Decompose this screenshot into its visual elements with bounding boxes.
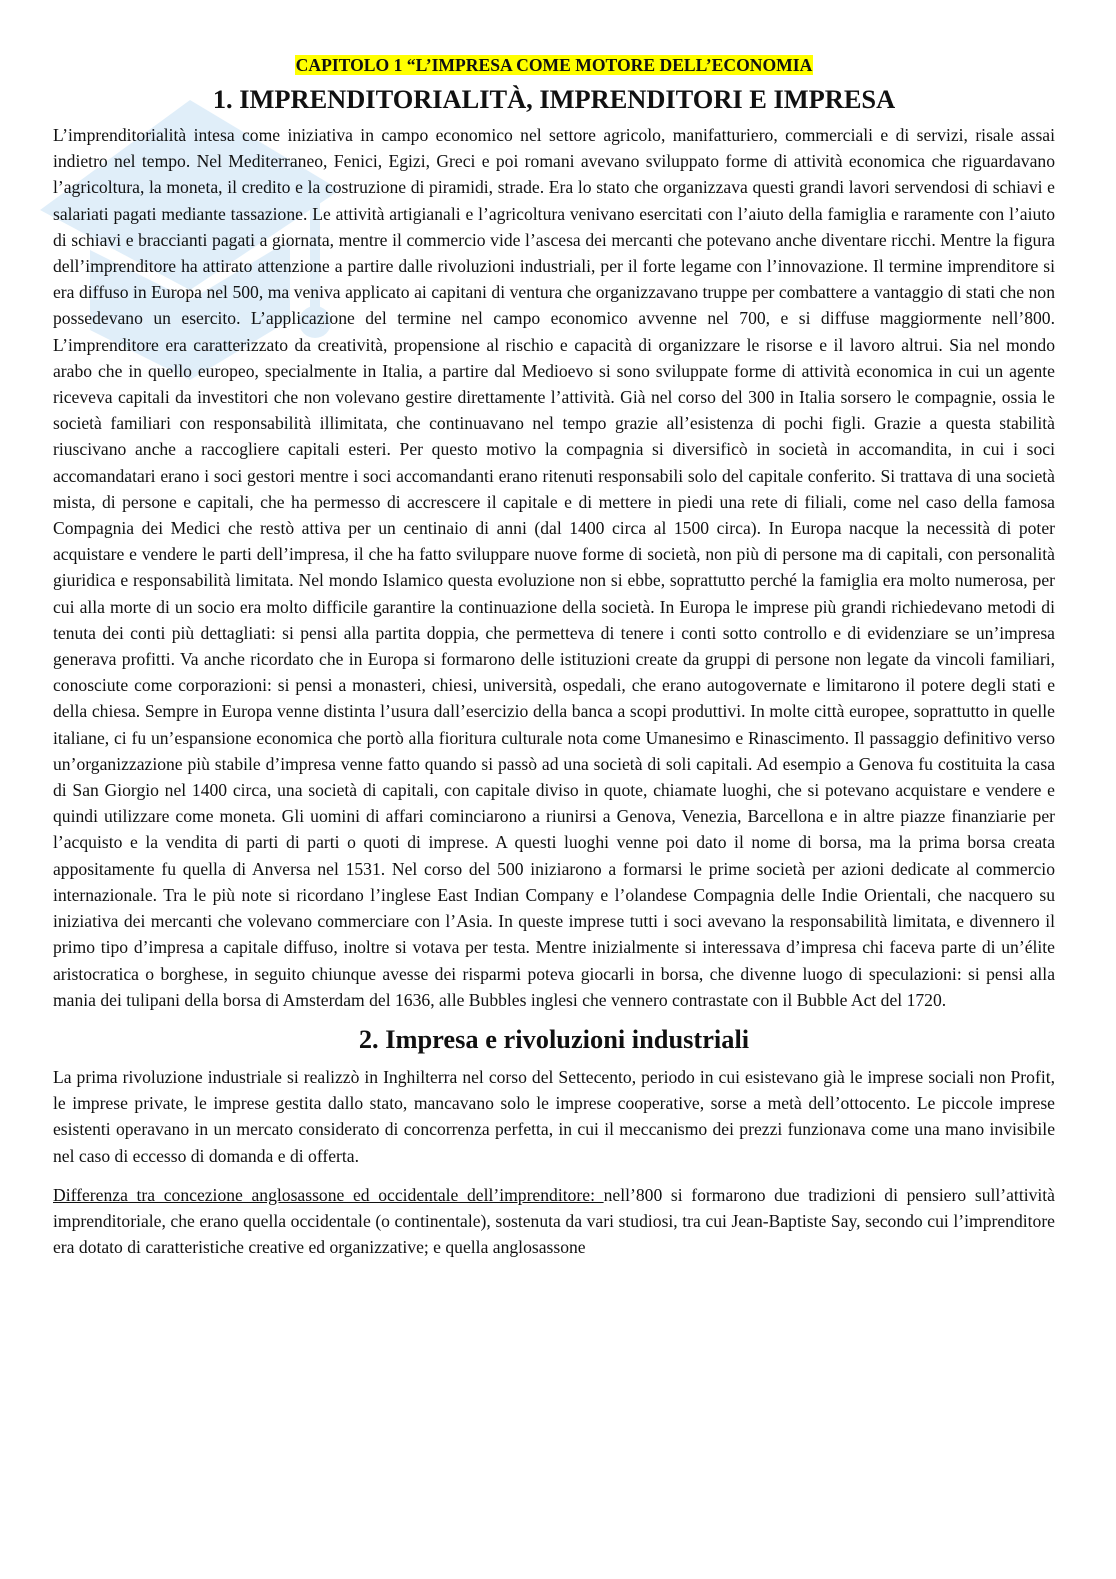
section-1-title: 1. IMPRENDITORIALITÀ, IMPRENDITORI E IMPRESA xyxy=(212,84,896,114)
section-1-paragraph: L’imprenditorialità intesa come iniziativa in campo economico nel settore agricolo, manifatturiero, commerciali e di servizi, risale assai indietro nel tempo. Nel Mediterraneo, Fenici, Egizi, Greci e poi romani avevano sviluppato forme di attività economica che riguardavano l’agricoltura, la moneta, il credito e la costruzione di piramidi, strade. Era lo stato che organizzava questi grandi lavori servendosi di schiavi e salariati pagati mediante tassazione. Le attività artigianali e l’agricoltura venivano esercitati con l’aiuto della famiglia e raramente con l’aiuto di schiavi e braccianti pagati a giornata, mentre il commercio vide l’ascesa dei mercanti che potevano anche diventare ricchi. Mentre la figura dell’imprenditore ha attirato attenzione a partire dalle rivoluzioni industriali, per il forte legame con l’innovazione. Il termine imprenditore si era diffuso in Europa nel 500, ma veniva applicato ai capitani di ventura che organizzavano truppe per combattere a vantaggio di stati che non possedevano un esercito. L’applicazione del termine nel campo economico avvenne nel 700, e si diffuse maggiormente nell’800. L’imprenditore era caratterizzato da creatività, propensione al rischio e capacità di organizzare le risorse e il lavoro altrui. Sia nel mondo arabo che in quello europeo, specialmente in Italia, a partire dal Medioevo si sono sviluppate forme di attività economica in cui un agente riceveva capitali da investitori che non volevano gestire direttamente l’attività. Già nel corso del 300 in Italia sorsero le compagnie, ossia le società familiari con responsabilità illimitata, che continuavano nel tempo grazie all’esistenza di pochi figli. Grazie a questa stabilità riuscivano anche a raccogliere capitali esteri. Per questo motivo la compagnia si diversificò in società in accomandita, in cui i soci accomandatari erano i soci gestori mentre i soci accomandanti erano ritenuti responsabili solo del capitale conferito. Si trattava di una società mista, di persone e capitali, che ha permesso di accrescere il capitale e di mettere in piedi una rete di filiali, come nel caso della famosa Compagnia dei Medici che restò attiva per un centinaio di anni (dal 1400 circa al 1500 circa). In Europa nacque la necessità di poter acquistare e vendere le parti dell’impresa, il che ha fatto sviluppare nuove forme di società, non più di persone ma di capitali, con personalità giuridica e responsabilità limitata. Nel mondo Islamico questa evoluzione non si ebbe, soprattutto perché la famiglia era molto numerosa, per cui alla morte di un socio era molto difficile garantire la continuazione della società. In Europa le imprese più grandi richiedevano metodi di tenuta dei conti più dettagliati: si pensi alla partita doppia, che permetteva di tenere i conti sotto controllo e di evidenziare se un’impresa generava profitti. Va anche ricordato che in Europa si formarono delle istituzioni create da gruppi di persone non legate da vincoli familiari, conosciute come corporazioni: si pensi a monasteri, chiesi, università, ospedali, che erano autogovernate e limitarono il potere degli stati e della chiesa. Sempre in Europa venne distinta l’usura dall’esercizio della banca a scopi produttivi. In molte città europee, soprattutto in quelle italiane, ci fu un’espansione economica che portò alla fioritura culturale nota come Umanesimo e Rinascimento. Il passaggio definitivo verso un’organizzazione più stabile d’impresa venne fatto quando si passò ad una società di soli capitali. Ad esempio a Genova fu costituita la casa di San Giorgio nel 1400 circa, una società di capitali, con capitale diviso in quote, chiamate luoghi, che si potevano acquistare e vendere e quindi utilizzare come moneta. Gli uomini di affari cominciarono a riunirsi a Genova, Venezia, Barcellona e in altre piazze finanziarie per l’acquisto e la vendita di parti di parti o quoti di imprese. A questi luoghi venne poi dato il nome di borsa, ma la prima borsa creata appositamente fu quella di Anversa nel 1531. Nel corso del 500 iniziarono a formarsi le prime società per azioni dedicate al commercio internazionale. Tra le più note si ricordano l’inglese East Indian Company e l’olandese Compagnia delle Indie Orientali, che nacquero su iniziativa dei mercanti che volevano commerciare con l’Asia. In queste imprese tutti i soci avevano la responsabilità limitata, e divennero il primo tipo d’impresa a capitale diffuso, inoltre si votava per testa. Mentre inizialmente si interessava d’impresa chi faceva parte di un’élite aristocratica o borghese, in seguito chiunque avesse dei risparmi poteva giocarli in borsa, che divenne luogo di speculazioni: si pensi alla mania dei tulipani della borsa di Amsterdam del 1636, alle Bubbles inglesi che vennero contrastate con il Bubble Act del 1720. xyxy=(53,125,1055,1010)
chapter-title-text: CAPITOLO 1 “L’IMPRESA COME MOTORE DELL’ECONOMIA xyxy=(295,55,813,75)
document-content xyxy=(53,52,1055,1260)
section-3-paragraph xyxy=(53,1182,1055,1261)
section-2-title: 2. Impresa e rivoluzioni industriali xyxy=(358,1023,750,1054)
section-3-paragraph-text: nell’800 si formarono due tradizioni di pensiero sull’attività imprenditoriale, che erano quella occidentale (o continentale), sostenuta da vari studiosi, tra cui Jean-Baptiste Say, secondo cui l’imprenditore era dotato di caratteristiche creative ed organizzative; e quella anglosassone xyxy=(53,1184,1055,1258)
section-2-paragraph: La prima rivoluzione industriale si realizzò in Inghilterra nel corso del Settecento, periodo in cui esistevano già le imprese sociali non Profit, le imprese private, le imprese gestita dallo stato, mancavano solo le imprese cooperative, sorse a metà dell’ottocento. Le piccole imprese esistenti operavano in un mercato considerato di concorrenza perfetta, in cui il meccanismo dei prezzi funzionava come una mano invisibile nel caso di eccesso di domanda e di offerta. xyxy=(53,1066,1055,1166)
section-3-underlined-lead: Differenza tra concezione anglosassone ed occidentale dell’imprenditore: xyxy=(53,1184,604,1205)
chapter-title xyxy=(53,52,1055,78)
